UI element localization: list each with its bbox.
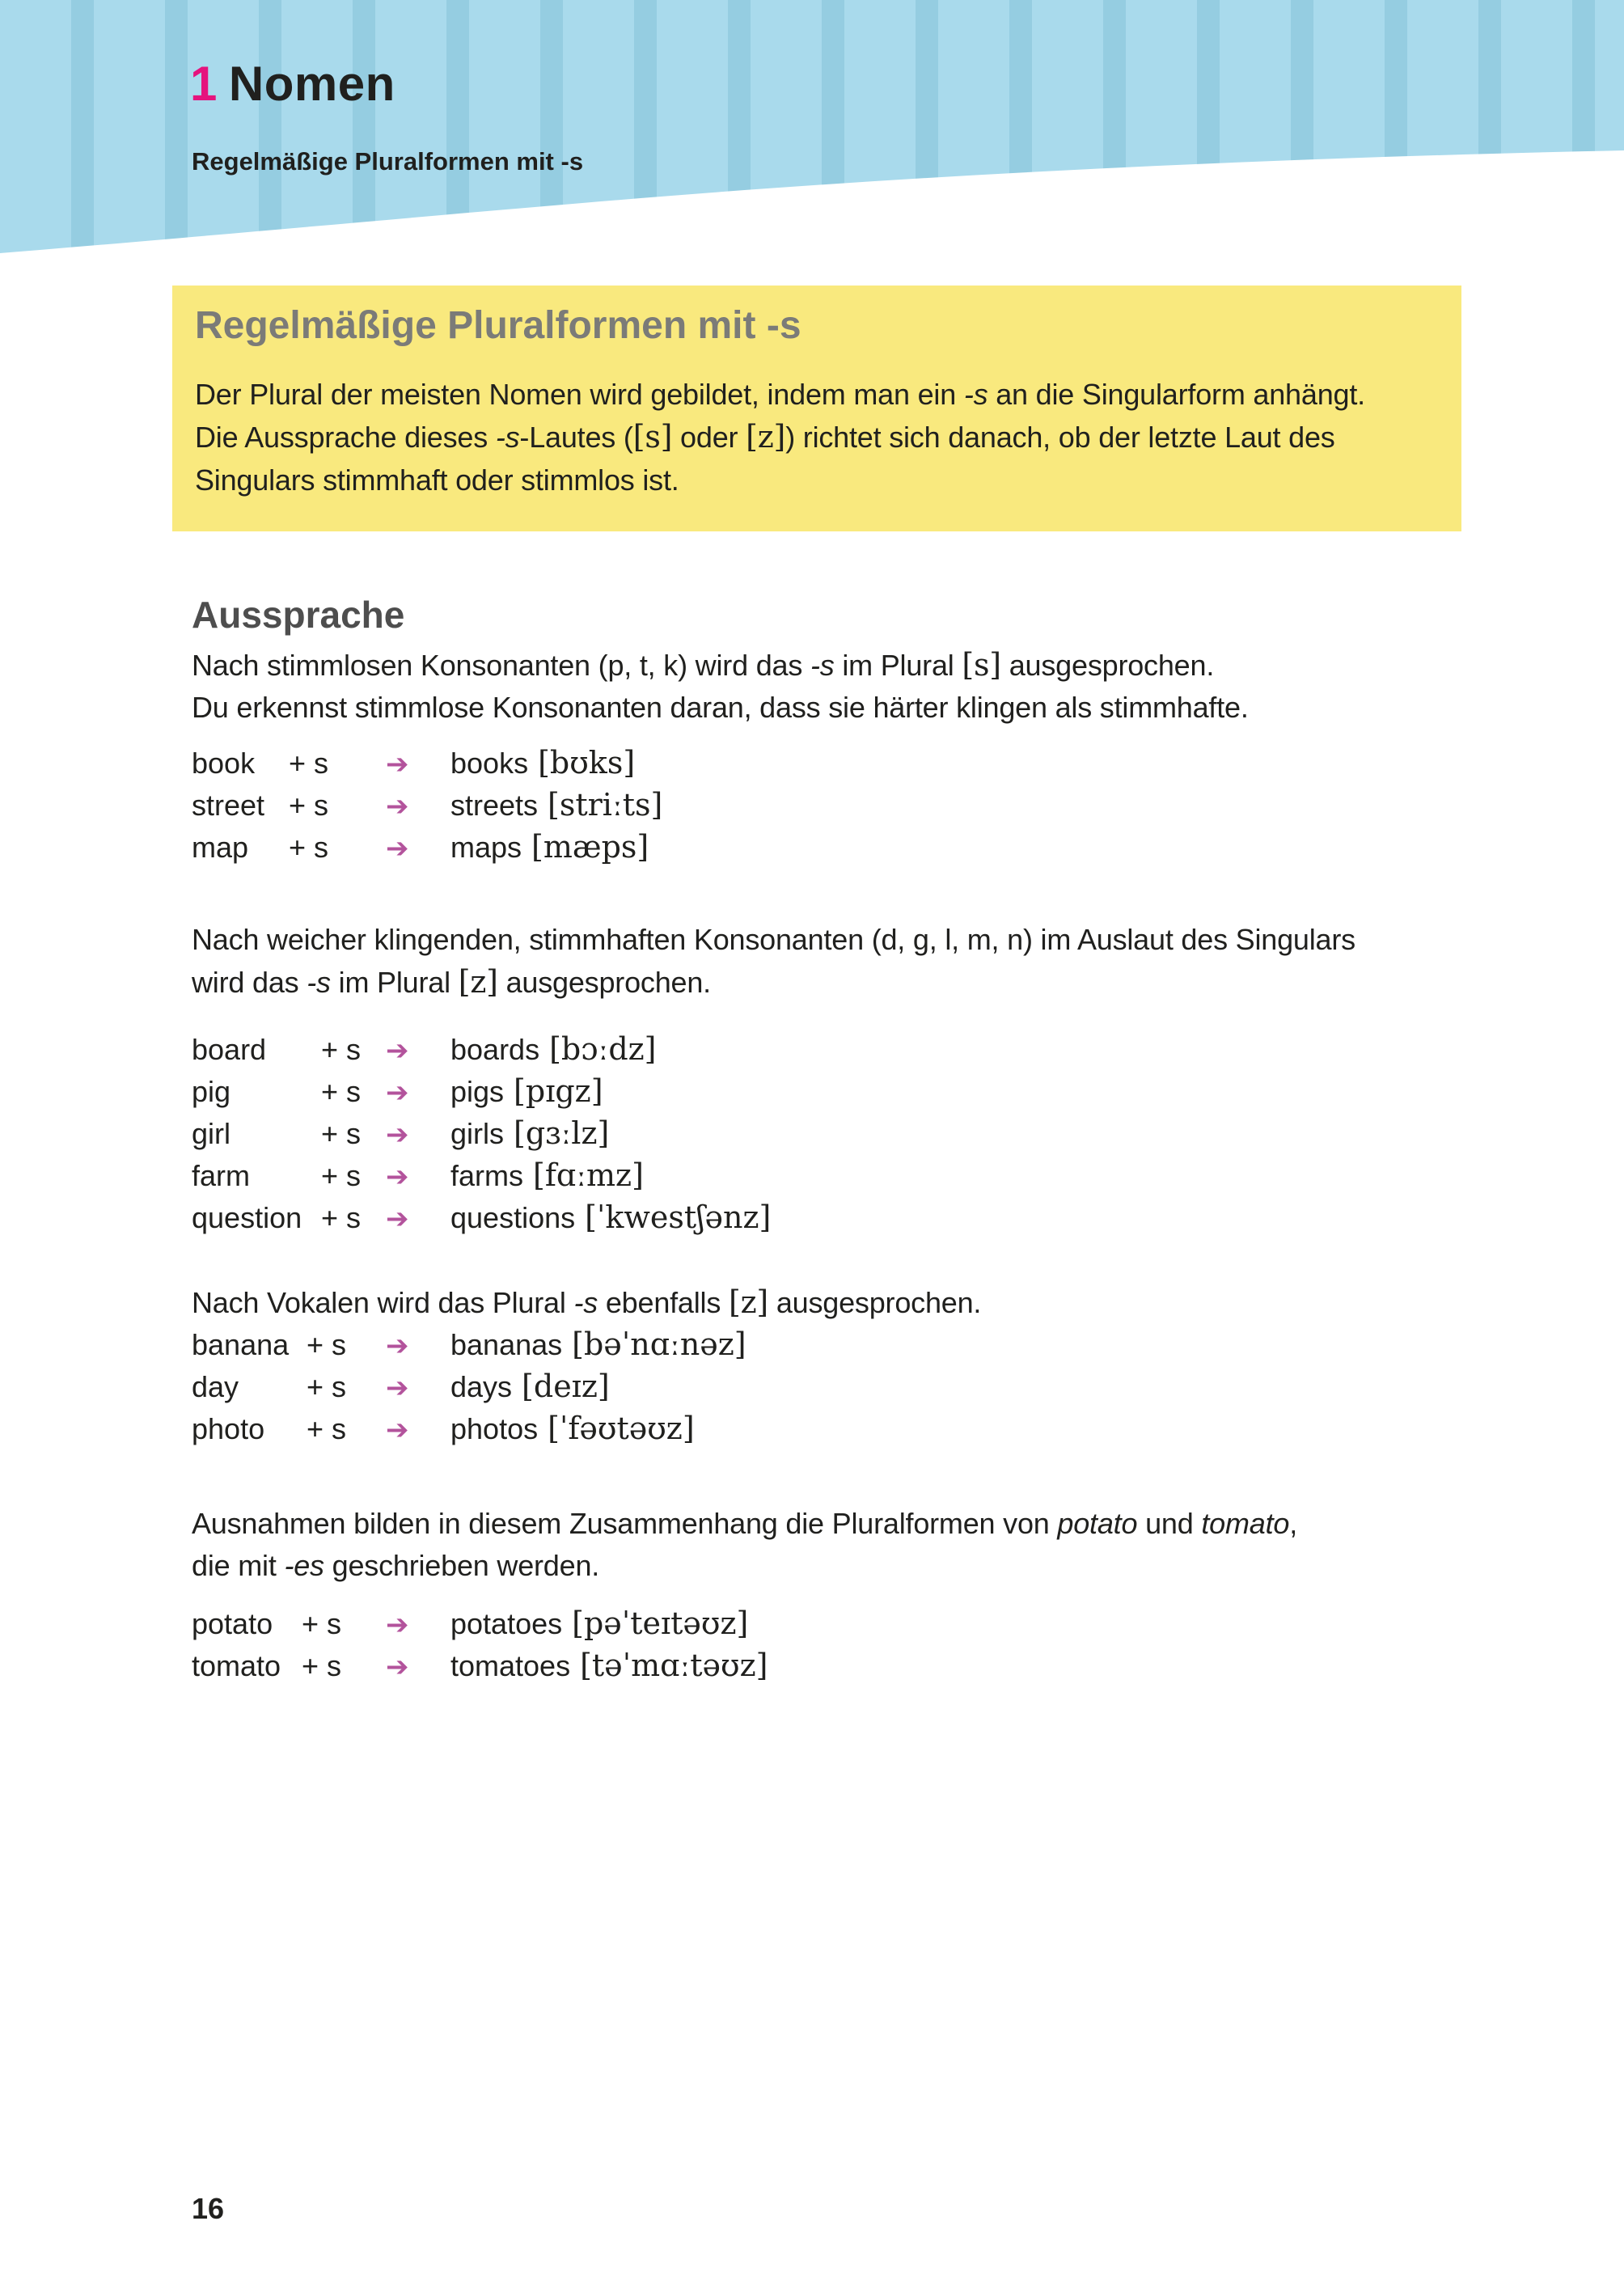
word-transformation-row — [192, 1603, 768, 1645]
word-transformation-row — [192, 785, 662, 827]
text-segment: die mit — [192, 1549, 285, 1582]
plural-result — [450, 1645, 768, 1686]
plus-s-label: + s — [321, 1117, 362, 1150]
word-list-exceptions — [192, 1603, 768, 1687]
word-transformation-row — [192, 1029, 771, 1071]
plural-word: boards — [450, 1033, 540, 1066]
arrow-right-icon: ➔ — [386, 1610, 409, 1640]
chapter-subtitle: Regelmäßige Pluralformen mit -s — [192, 147, 584, 176]
singular-word: day — [192, 1370, 239, 1403]
plural-word: days — [450, 1370, 513, 1403]
text-segment: geschrieben werden. — [324, 1549, 600, 1582]
arrow-right-icon: ➔ — [386, 1161, 409, 1192]
plus-s-label: + s — [321, 1033, 362, 1066]
text-segment: ebenfalls — [598, 1286, 729, 1319]
word-transformation-row — [192, 1366, 746, 1408]
text-segment: Nach stimmlosen Konsonanten (p, t, k) wird das — [192, 649, 810, 682]
plural-result — [450, 1366, 746, 1407]
plural-result — [450, 1324, 746, 1365]
text-segment: Nach Vokalen wird das Plural — [192, 1286, 574, 1319]
phonetic-transcription: [bəˈnɑːnəz] — [572, 1326, 746, 1362]
text-segment: ) richtet sich danach, ob der letzte Laut des — [785, 421, 1335, 454]
arrow-right-icon: ➔ — [386, 1373, 409, 1403]
band-curve-shape — [0, 0, 1624, 253]
arrow-right-icon: ➔ — [386, 833, 409, 864]
singular-word: photo — [192, 1412, 265, 1445]
plural-result — [450, 1029, 771, 1070]
phonetic-transcription: [ˈkwestʃənz] — [585, 1199, 772, 1235]
arrow-right-icon: ➔ — [386, 1077, 409, 1108]
phonetic-transcription: [bʊks] — [538, 745, 636, 781]
text-segment: Die Aussprache dieses — [195, 421, 496, 454]
arrow-right-icon: ➔ — [386, 1331, 409, 1361]
phonetic-inline: [s] — [632, 419, 673, 455]
word-transformation-row — [192, 1197, 771, 1239]
text-segment: , — [1289, 1507, 1298, 1540]
plural-word: streets — [450, 789, 539, 822]
phonetic-transcription: [deɪz] — [522, 1369, 610, 1404]
plus-s-label: + s — [307, 1412, 347, 1445]
text-segment: -Lautes ( — [519, 421, 633, 454]
plus-s-label: + s — [289, 831, 329, 864]
page-number: 16 — [192, 2192, 225, 2225]
singular-word: farm — [192, 1159, 250, 1192]
singular-word: potato — [192, 1607, 273, 1640]
plural-result — [450, 1603, 768, 1644]
phonetic-transcription: [pəˈteɪtəʊz] — [572, 1606, 749, 1641]
text-segment: tomato — [1201, 1507, 1290, 1540]
plural-word: farms — [450, 1159, 523, 1192]
text-segment: -es — [284, 1549, 324, 1582]
plural-word: books — [450, 747, 529, 780]
plural-result — [450, 1155, 771, 1196]
singular-word: street — [192, 789, 265, 822]
plural-result — [450, 1113, 771, 1154]
singular-word: girl — [192, 1117, 231, 1150]
plural-word: tomatoes — [450, 1649, 571, 1682]
text-segment: im Plural — [330, 966, 459, 999]
plural-word: pigs — [450, 1075, 505, 1108]
plural-result — [450, 742, 662, 784]
singular-word: question — [192, 1201, 302, 1234]
phonetic-inline: [z] — [728, 1284, 769, 1320]
singular-word: book — [192, 747, 256, 780]
plural-word: bananas — [450, 1328, 563, 1361]
phonetic-transcription: [mæps] — [531, 829, 649, 865]
phonetic-transcription: [fɑːmz] — [533, 1157, 644, 1193]
chapter-name: Nomen — [228, 57, 395, 111]
singular-word: banana — [192, 1328, 290, 1361]
paragraph-voiceless — [192, 644, 1249, 729]
plural-result — [450, 1408, 746, 1449]
word-transformation-row — [192, 1324, 746, 1366]
plural-result — [450, 827, 662, 868]
text-segment: Du erkennst stimmlose Konsonanten daran, dass sie härter klingen als stimmhafte. — [192, 691, 1249, 724]
plus-s-label: + s — [321, 1159, 362, 1192]
singular-word: map — [192, 831, 249, 864]
text-segment: Singulars stimmhaft oder stimmlos ist. — [195, 463, 679, 497]
text-segment: -s — [307, 966, 331, 999]
paragraph-voiced — [192, 919, 1355, 1004]
plus-s-label: + s — [289, 747, 329, 780]
plus-s-label: + s — [302, 1649, 342, 1682]
phonetic-transcription: [pɪgz] — [514, 1073, 603, 1109]
section-heading-aussprache: Aussprache — [192, 594, 405, 636]
singular-word: pig — [192, 1075, 231, 1108]
text-segment: im Plural — [834, 649, 962, 682]
text-segment: oder — [672, 421, 746, 454]
rule-info-box — [172, 286, 1461, 531]
word-transformation-row — [192, 1071, 771, 1113]
plus-s-label: + s — [321, 1201, 362, 1234]
word-transformation-row — [192, 1408, 746, 1450]
phonetic-inline: [z] — [458, 964, 498, 1000]
word-transformation-row — [192, 1113, 771, 1155]
phonetic-inline: [z] — [746, 419, 786, 455]
phonetic-transcription: [bɔːdz] — [549, 1031, 657, 1067]
arrow-right-icon: ➔ — [386, 749, 409, 780]
paragraph-vowels — [192, 1281, 981, 1324]
arrow-right-icon: ➔ — [386, 1204, 409, 1234]
phonetic-transcription: [gɜːlz] — [514, 1115, 610, 1151]
singular-word: tomato — [192, 1649, 281, 1682]
word-transformation-row — [192, 1645, 768, 1687]
arrow-right-icon: ➔ — [386, 1035, 409, 1066]
plus-s-label: + s — [307, 1328, 347, 1361]
word-transformation-row — [192, 827, 662, 869]
plural-result — [450, 1197, 771, 1238]
text-segment: -s — [573, 1286, 598, 1319]
plural-word: maps — [450, 831, 522, 864]
arrow-right-icon: ➔ — [386, 1119, 409, 1150]
paragraph-exceptions — [192, 1503, 1297, 1587]
text-segment: ausgesprochen. — [1000, 649, 1215, 682]
arrow-right-icon: ➔ — [386, 1652, 409, 1682]
header-band-background — [0, 0, 1624, 259]
plural-word: potatoes — [450, 1607, 563, 1640]
text-segment: -s — [810, 649, 835, 682]
text-segment: -s — [963, 378, 988, 411]
chapter-number: 1 — [190, 57, 218, 111]
text-segment: ausgesprochen. — [497, 966, 711, 999]
plural-word: girls — [450, 1117, 505, 1150]
word-transformation-row — [192, 1155, 771, 1197]
text-segment: ausgesprochen. — [768, 1286, 982, 1319]
text-segment: und — [1137, 1507, 1202, 1540]
text-segment: wird das — [192, 966, 307, 999]
arrow-right-icon: ➔ — [386, 791, 409, 822]
word-list-voiceless — [192, 742, 662, 869]
plus-s-label: + s — [289, 789, 329, 822]
arrow-right-icon: ➔ — [386, 1415, 409, 1445]
rule-box-title: Regelmäßige Pluralformen mit -s — [195, 304, 801, 347]
rule-box-body — [195, 373, 1365, 501]
phonetic-transcription: [striːts] — [548, 787, 663, 823]
phonetic-inline: [s] — [962, 647, 1001, 683]
plural-result — [450, 785, 662, 826]
text-segment: Der Plural der meisten Nomen wird gebildet, indem man ein — [195, 378, 964, 411]
word-list-voiced — [192, 1029, 771, 1239]
chapter-title — [190, 57, 395, 111]
plus-s-label: + s — [321, 1075, 362, 1108]
singular-word: board — [192, 1033, 267, 1066]
plural-word: questions — [450, 1201, 576, 1234]
phonetic-transcription: [ˈfəʊtəʊz] — [548, 1411, 695, 1446]
plural-word: photos — [450, 1412, 539, 1445]
plus-s-label: + s — [302, 1607, 342, 1640]
word-list-vowels — [192, 1324, 746, 1450]
word-transformation-row — [192, 742, 662, 785]
text-segment: Ausnahmen bilden in diesem Zusammenhang die Pluralformen von — [192, 1507, 1058, 1540]
text-segment: potato — [1057, 1507, 1138, 1540]
text-segment: Nach weicher klingenden, stimmhaften Konsonanten (d, g, l, m, n) im Auslaut des Singulars — [192, 923, 1355, 956]
plural-result — [450, 1071, 771, 1112]
plus-s-label: + s — [307, 1370, 347, 1403]
text-segment: an die Singularform anhängt. — [988, 378, 1365, 411]
text-segment: -s — [495, 421, 520, 454]
phonetic-transcription: [təˈmɑːtəʊz] — [580, 1648, 768, 1683]
